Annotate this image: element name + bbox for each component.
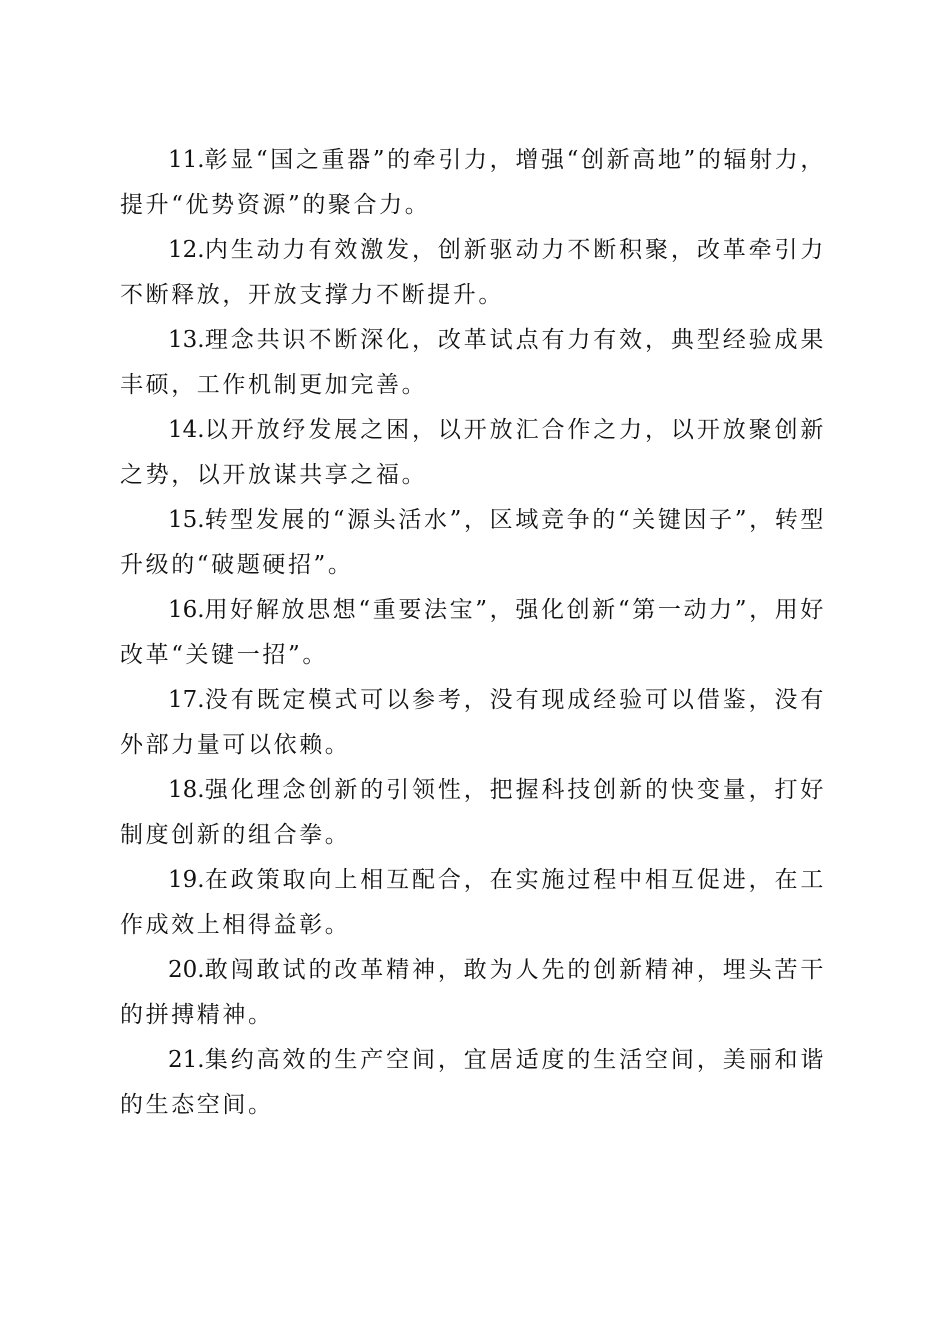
paragraph-text: 在政策取向上相互配合，在实施过程中相互促进，在工作成效上相得益彰。 <box>120 867 826 938</box>
paragraph-number: 13. <box>168 327 205 353</box>
paragraph-number: 15. <box>168 507 205 533</box>
paragraph-number: 14. <box>168 417 205 443</box>
paragraph-15 <box>120 498 826 588</box>
paragraph-text: 以开放纾发展之困，以开放汇合作之力，以开放聚创新之势，以开放谋共享之福。 <box>120 417 826 488</box>
paragraph-16 <box>120 588 826 678</box>
paragraph-11 <box>120 138 826 228</box>
paragraph-20 <box>120 948 826 1038</box>
paragraph-number: 21. <box>168 1047 205 1073</box>
paragraph-text: 集约高效的生产空间，宜居适度的生活空间，美丽和谐的生态空间。 <box>120 1047 826 1118</box>
paragraph-number: 16. <box>168 597 205 623</box>
paragraph-text: 用好解放思想“重要法宝”，强化创新“第一动力”，用好改革“关键一招”。 <box>120 597 826 668</box>
paragraph-number: 11. <box>168 147 205 173</box>
paragraph-number: 17. <box>168 687 205 713</box>
paragraph-18 <box>120 768 826 858</box>
paragraph-text: 彰显“国之重器”的牵引力，增强“创新高地”的辐射力，提升“优势资源”的聚合力。 <box>120 147 826 218</box>
paragraph-text: 内生动力有效激发，创新驱动力不断积聚，改革牵引力不断释放，开放支撑力不断提升。 <box>120 237 826 308</box>
paragraph-12 <box>120 228 826 318</box>
paragraph-text: 敢闯敢试的改革精神，敢为人先的创新精神，埋头苦干的拼搏精神。 <box>120 957 826 1028</box>
document-body <box>120 138 826 1128</box>
paragraph-text: 理念共识不断深化，改革试点有力有效，典型经验成果丰硕，工作机制更加完善。 <box>120 327 826 398</box>
paragraph-number: 18. <box>168 777 205 803</box>
paragraph-number: 12. <box>168 237 205 263</box>
paragraph-number: 19. <box>168 867 205 893</box>
paragraph-13 <box>120 318 826 408</box>
paragraph-number: 20. <box>168 957 205 983</box>
paragraph-21 <box>120 1038 826 1128</box>
paragraph-text: 强化理念创新的引领性，把握科技创新的快变量，打好制度创新的组合拳。 <box>120 777 826 848</box>
paragraph-14 <box>120 408 826 498</box>
paragraph-19 <box>120 858 826 948</box>
paragraph-17 <box>120 678 826 768</box>
paragraph-text: 转型发展的“源头活水”，区域竞争的“关键因子”，转型升级的“破题硬招”。 <box>120 507 826 578</box>
paragraph-text: 没有既定模式可以参考，没有现成经验可以借鉴，没有外部力量可以依赖。 <box>120 687 826 758</box>
